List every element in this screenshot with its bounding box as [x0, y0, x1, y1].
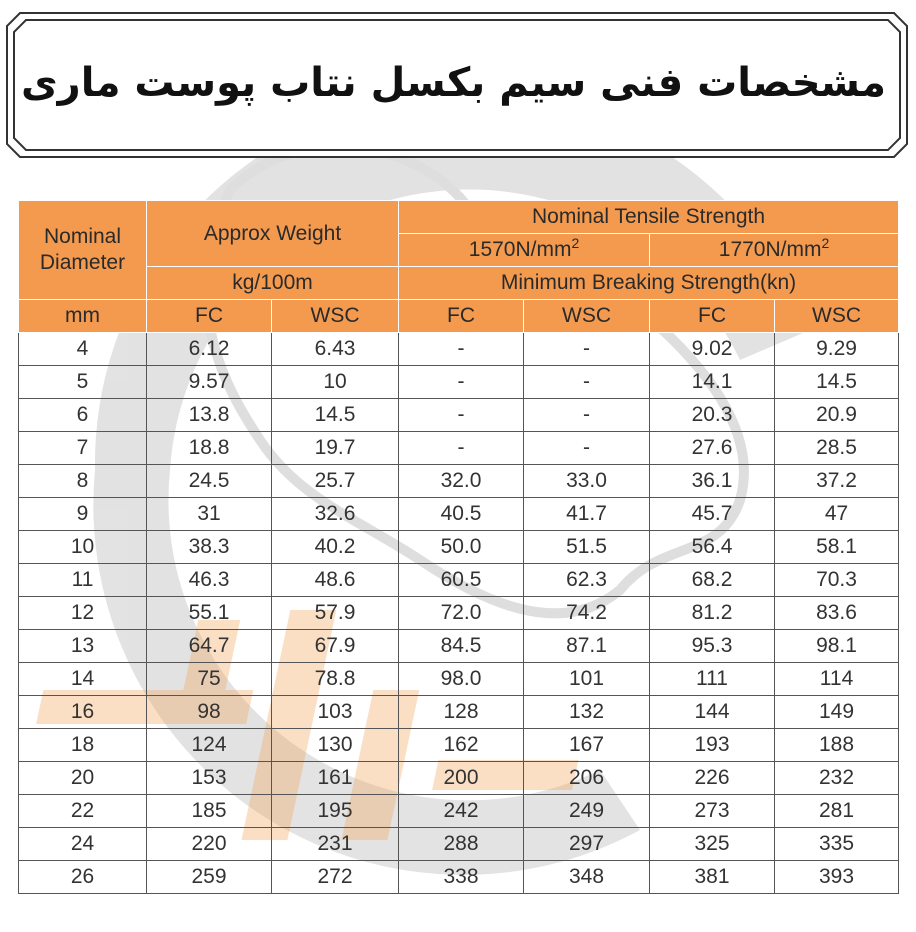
table-cell: - — [399, 366, 524, 399]
header-approx-weight: Approx Weight — [147, 201, 399, 267]
table-cell: 70.3 — [775, 564, 899, 597]
table-cell: 16 — [19, 696, 147, 729]
table-cell: 206 — [524, 762, 650, 795]
table-cell: 259 — [147, 861, 272, 894]
table-cell: 325 — [650, 828, 775, 861]
table-cell: 19.7 — [272, 432, 399, 465]
table-cell: 20.9 — [775, 399, 899, 432]
table-cell: 74.2 — [524, 597, 650, 630]
table-row — [19, 432, 899, 465]
table-cell: 62.3 — [524, 564, 650, 597]
table-cell: 5 — [19, 366, 147, 399]
table-cell: 103 — [272, 696, 399, 729]
table-cell: 188 — [775, 729, 899, 762]
table-cell: 50.0 — [399, 531, 524, 564]
table-cell: 162 — [399, 729, 524, 762]
table-cell: 130 — [272, 729, 399, 762]
table-cell: 242 — [399, 795, 524, 828]
table-cell: 13.8 — [147, 399, 272, 432]
table-cell: 13 — [19, 630, 147, 663]
table-cell: 9.29 — [775, 333, 899, 366]
table-cell: 98.0 — [399, 663, 524, 696]
table-cell: 64.7 — [147, 630, 272, 663]
table-cell: 4 — [19, 333, 147, 366]
table-cell: 18.8 — [147, 432, 272, 465]
table-cell: 288 — [399, 828, 524, 861]
table-cell: 144 — [650, 696, 775, 729]
table-cell: 11 — [19, 564, 147, 597]
unit-cell: WSC — [524, 300, 650, 333]
table-cell: 95.3 — [650, 630, 775, 663]
table-cell: 281 — [775, 795, 899, 828]
table-row — [19, 663, 899, 696]
table-cell: 33.0 — [524, 465, 650, 498]
table-cell: 18 — [19, 729, 147, 762]
table-cell: 40.2 — [272, 531, 399, 564]
table-cell: 48.6 — [272, 564, 399, 597]
table-cell: 68.2 — [650, 564, 775, 597]
header-nominal-diameter: Nominal Diameter — [19, 201, 147, 300]
table-cell: - — [524, 399, 650, 432]
strength-1570-exponent: 2 — [571, 235, 580, 251]
table-cell: 32.0 — [399, 465, 524, 498]
table-cell: 20 — [19, 762, 147, 795]
table-row — [19, 333, 899, 366]
table-cell: 111 — [650, 663, 775, 696]
table-row — [19, 465, 899, 498]
table-cell: 41.7 — [524, 498, 650, 531]
header-row-3 — [19, 267, 899, 300]
table-cell: 6.43 — [272, 333, 399, 366]
table-cell: 31 — [147, 498, 272, 531]
table-cell: 153 — [147, 762, 272, 795]
strength-1770-value: 1770N/mm — [718, 238, 822, 261]
table-cell: 381 — [650, 861, 775, 894]
table-cell: 249 — [524, 795, 650, 828]
table-cell: 14 — [19, 663, 147, 696]
header-row-1 — [19, 201, 899, 234]
table-cell: 47 — [775, 498, 899, 531]
table-cell: 7 — [19, 432, 147, 465]
table-cell: 10 — [272, 366, 399, 399]
table-cell: 393 — [775, 861, 899, 894]
table-cell: 22 — [19, 795, 147, 828]
table-cell: 272 — [272, 861, 399, 894]
table-cell: 195 — [272, 795, 399, 828]
table-cell: 14.5 — [775, 366, 899, 399]
table-row — [19, 531, 899, 564]
strength-1770-exponent: 2 — [821, 235, 830, 251]
table-cell: 14.5 — [272, 399, 399, 432]
page-title: مشخصات فنی سیم بکسل نتاب پوست ماری — [21, 60, 886, 106]
table-cell: 32.6 — [272, 498, 399, 531]
table-cell: 24.5 — [147, 465, 272, 498]
unit-cell: WSC — [775, 300, 899, 333]
table-cell: 75 — [147, 663, 272, 696]
table-cell: 232 — [775, 762, 899, 795]
table-cell: - — [399, 432, 524, 465]
table-cell: 9.02 — [650, 333, 775, 366]
table-row — [19, 696, 899, 729]
table-cell: 38.3 — [147, 531, 272, 564]
table-row — [19, 828, 899, 861]
table-cell: 81.2 — [650, 597, 775, 630]
table-cell: 9 — [19, 498, 147, 531]
table-cell: 25.7 — [272, 465, 399, 498]
table-cell: 10 — [19, 531, 147, 564]
table-cell: 101 — [524, 663, 650, 696]
table-cell: 128 — [399, 696, 524, 729]
table-cell: 14.1 — [650, 366, 775, 399]
table-cell: 78.8 — [272, 663, 399, 696]
spec-table-body — [19, 333, 899, 894]
unit-cell: FC — [650, 300, 775, 333]
table-cell: 40.5 — [399, 498, 524, 531]
table-cell: 36.1 — [650, 465, 775, 498]
unit-cell: WSC — [272, 300, 399, 333]
table-row — [19, 366, 899, 399]
table-cell: - — [524, 432, 650, 465]
table-cell: 55.1 — [147, 597, 272, 630]
table-cell: 58.1 — [775, 531, 899, 564]
table-cell: 84.5 — [399, 630, 524, 663]
table-cell: 273 — [650, 795, 775, 828]
table-cell: 24 — [19, 828, 147, 861]
table-cell: 45.7 — [650, 498, 775, 531]
table-cell: 114 — [775, 663, 899, 696]
header-min-breaking-strength: Minimum Breaking Strength(kn) — [399, 267, 899, 300]
table-cell: 28.5 — [775, 432, 899, 465]
units-row — [19, 300, 899, 333]
spec-table — [18, 200, 899, 894]
table-row — [19, 399, 899, 432]
table-cell: 132 — [524, 696, 650, 729]
table-cell: 37.2 — [775, 465, 899, 498]
table-cell: 193 — [650, 729, 775, 762]
table-cell: 220 — [147, 828, 272, 861]
header-nominal-tensile-strength: Nominal Tensile Strength — [399, 201, 899, 234]
table-cell: - — [524, 333, 650, 366]
table-cell: 57.9 — [272, 597, 399, 630]
unit-cell: FC — [147, 300, 272, 333]
table-cell: 60.5 — [399, 564, 524, 597]
table-cell: 51.5 — [524, 531, 650, 564]
table-cell: 297 — [524, 828, 650, 861]
table-row — [19, 498, 899, 531]
table-cell: 348 — [524, 861, 650, 894]
table-cell: 167 — [524, 729, 650, 762]
table-cell: 124 — [147, 729, 272, 762]
table-cell: 9.57 — [147, 366, 272, 399]
table-cell: 87.1 — [524, 630, 650, 663]
table-cell: 161 — [272, 762, 399, 795]
table-row — [19, 630, 899, 663]
table-cell: 27.6 — [650, 432, 775, 465]
table-cell: 67.9 — [272, 630, 399, 663]
table-cell: 6.12 — [147, 333, 272, 366]
table-row — [19, 597, 899, 630]
table-cell: 149 — [775, 696, 899, 729]
strength-1570-value: 1570N/mm — [468, 238, 572, 261]
table-row — [19, 564, 899, 597]
table-cell: 200 — [399, 762, 524, 795]
table-cell: 98 — [147, 696, 272, 729]
table-cell: 12 — [19, 597, 147, 630]
header-strength-1570 — [399, 234, 650, 267]
unit-cell: mm — [19, 300, 147, 333]
table-cell: - — [524, 366, 650, 399]
unit-cell: FC — [399, 300, 524, 333]
table-cell: 72.0 — [399, 597, 524, 630]
table-cell: 185 — [147, 795, 272, 828]
table-cell: 231 — [272, 828, 399, 861]
table-row — [19, 729, 899, 762]
table-cell: 338 — [399, 861, 524, 894]
header-weight-unit: kg/100m — [147, 267, 399, 300]
table-cell: - — [399, 333, 524, 366]
table-cell: 26 — [19, 861, 147, 894]
table-cell: 335 — [775, 828, 899, 861]
table-row — [19, 861, 899, 894]
table-cell: 8 — [19, 465, 147, 498]
table-cell: 226 — [650, 762, 775, 795]
table-cell: 6 — [19, 399, 147, 432]
table-cell: 98.1 — [775, 630, 899, 663]
header-strength-1770 — [650, 234, 899, 267]
table-row — [19, 795, 899, 828]
table-row — [19, 762, 899, 795]
table-cell: 20.3 — [650, 399, 775, 432]
table-cell: 83.6 — [775, 597, 899, 630]
table-cell: 56.4 — [650, 531, 775, 564]
table-cell: 46.3 — [147, 564, 272, 597]
table-cell: - — [399, 399, 524, 432]
